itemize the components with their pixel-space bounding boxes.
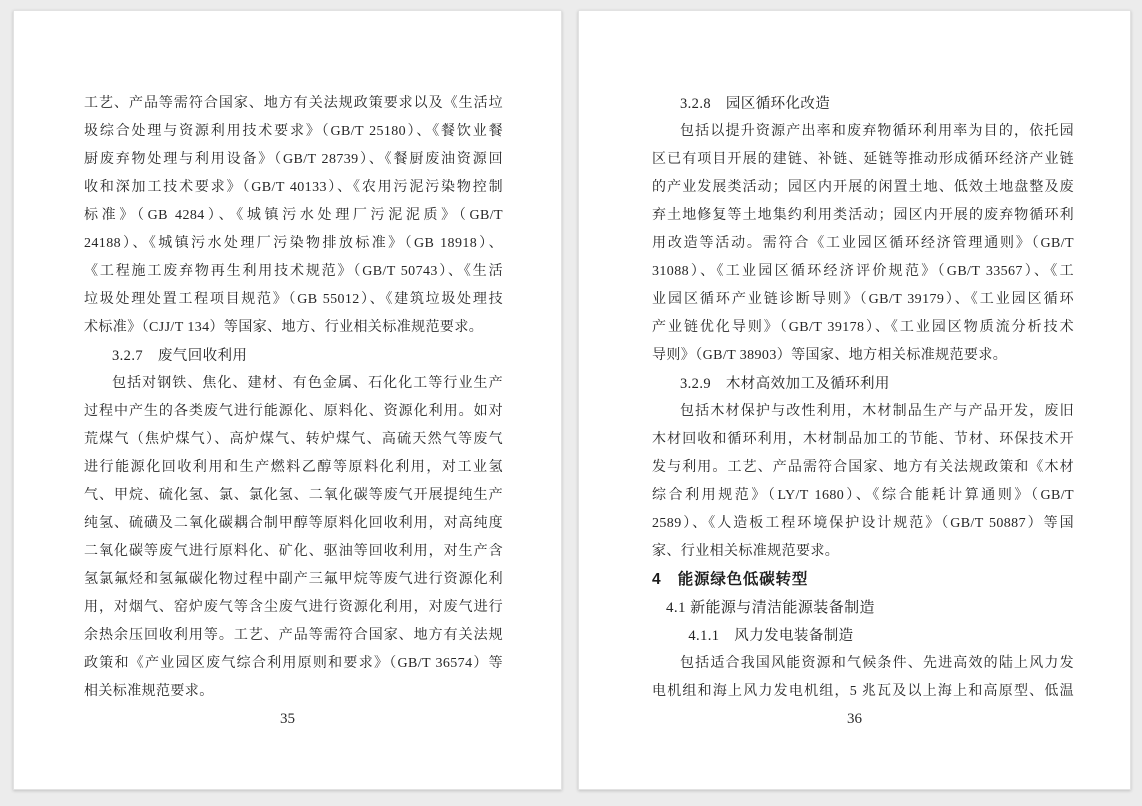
text-line: 家、行业相关标准规范要求。 bbox=[652, 544, 840, 559]
text-line: 术标准》（CJJ/T 134）等国家、地方、行业相关标准规范要求。 bbox=[84, 320, 484, 335]
text-line: 工艺、产品等需符合国家、地方有关法规政策要求以及《生活垃 bbox=[84, 96, 503, 111]
text-line: 包括对钢铁、焦化、建材、有色金属、石化化工等行业生产 bbox=[112, 376, 503, 391]
text-line: 二氧化碳等废气进行原料化、矿化、驱油等回收利用，对生产含 bbox=[84, 544, 503, 559]
heading-line: 4.1 新能源与清洁能源装备制造 bbox=[666, 600, 875, 616]
text-line: 包括以提升资源产出率和废弃物循环利用率为目的，依托园 bbox=[680, 124, 1074, 139]
text-line: 包括适合我国风能资源和气候条件、先进高效的陆上风力发 bbox=[680, 656, 1074, 671]
text-line: 弃土地修复等土地集约利用类活动；园区内开展的废弃物循环利 bbox=[652, 208, 1074, 223]
text-line: 余热余压回收利用等。工艺、产品等需符合国家、地方有关法规 bbox=[84, 628, 503, 643]
text-line: 综合利用规范》（LY/T 1680）、《综合能耗计算通则》（GB/T bbox=[652, 488, 1074, 503]
text-line: 《工程施工废弃物再生利用技术规范》（GB/T 50743）、《生活 bbox=[84, 264, 503, 279]
heading-line: 3.2.8 园区循环化改造 bbox=[680, 96, 831, 112]
text-line: 厨废弃物处理与利用设备》（GB/T 28739）、《餐厨废油资源回 bbox=[84, 152, 503, 167]
page-36-content bbox=[579, 11, 1130, 706]
text-line: 标准》（GB 4284）、《城镇污水处理厂污泥泥质》（GB/T bbox=[84, 208, 503, 223]
text-line: 相关标准规范要求。 bbox=[84, 684, 214, 699]
text-line: 进行能源化回收利用和生产燃料乙醇等原料化利用，对工业氢 bbox=[84, 460, 503, 475]
text-line: 用改造等活动。需符合《工业园区循环经济管理通则》（GB/T bbox=[652, 236, 1074, 251]
heading-line: 3.2.7 废气回收利用 bbox=[112, 348, 248, 364]
text-line: 木材回收和循环利用，木材制品加工的节能、节材、环保技术开 bbox=[652, 432, 1074, 447]
page-number: 36 bbox=[847, 711, 862, 727]
text-line: 收和深加工技术要求》（GB/T 40133）、《农用污泥污染物控制 bbox=[84, 180, 503, 195]
text-line: 气、甲烷、硫化氢、氯、氯化氢、二氧化碳等废气开展提纯生产 bbox=[84, 488, 503, 503]
text-line: 24188）、《城镇污水处理厂污染物排放标准》（GB 18918）、 bbox=[84, 236, 503, 251]
text-line: 用，对烟气、窑炉废气等含尘废气进行资源化利用，对废气进行 bbox=[84, 600, 503, 615]
heading-line: 3.2.9 木材高效加工及循环利用 bbox=[680, 376, 890, 392]
text-line: 荒煤气（焦炉煤气）、高炉煤气、转炉煤气、高硫天然气等废气 bbox=[84, 432, 503, 447]
text-line: 业园区循环产业链诊断导则》（GB/T 39179）、《工业园区循环 bbox=[652, 292, 1074, 307]
heading-line: 4.1.1 风力发电装备制造 bbox=[688, 628, 854, 644]
text-line: 圾综合处理与资源利用技术要求》（GB/T 25180）、《餐饮业餐 bbox=[84, 124, 503, 139]
text-line: 导则》（GB/T 38903）等国家、地方相关标准规范要求。 bbox=[652, 348, 1008, 363]
text-line: 发与利用。工艺、产品需符合国家、地方有关法规政策和《木材 bbox=[652, 460, 1074, 475]
page-35-content bbox=[14, 11, 561, 706]
text-line: 纯氢、硫磺及二氧化碳耦合制甲醇等原料化回收利用，对高纯度 bbox=[84, 516, 503, 531]
page-35 bbox=[13, 10, 562, 790]
text-line: 垃圾处理处置工程项目规范》（GB 55012）、《建筑垃圾处理技 bbox=[84, 292, 503, 307]
text-line: 区已有项目开展的建链、补链、延链等推动形成循环经济产业链 bbox=[652, 152, 1074, 167]
text-line: 产业链优化导则》（GB/T 39178）、《工业园区物质流分析技术 bbox=[652, 320, 1074, 335]
text-line: 电机组和海上风力发电机组，5 兆瓦及以上海上和高原型、低温 bbox=[652, 684, 1074, 699]
text-line: 氢氯氟烃和氢氟碳化物过程中副产三氟甲烷等废气进行资源化利 bbox=[84, 572, 503, 587]
text-line: 31088）、《工业园区循环经济评价规范》（GB/T 33567）、《工 bbox=[652, 264, 1074, 279]
text-line: 包括木材保护与改性利用，木材制品生产与产品开发，废旧 bbox=[680, 404, 1074, 419]
text-line: 政策和《产业园区废气综合利用原则和要求》（GB/T 36574）等 bbox=[84, 656, 503, 671]
text-line: 2589）、《人造板工程环境保护设计规范》（GB/T 50887）等国 bbox=[652, 516, 1074, 531]
page-36 bbox=[578, 10, 1131, 790]
heading-line: 4 能源绿色低碳转型 bbox=[652, 571, 809, 588]
text-line: 的产业发展类活动；园区内开展的闲置土地、低效土地盘整及废 bbox=[652, 180, 1074, 195]
page-number: 35 bbox=[280, 711, 295, 727]
text-line: 过程中产生的各类废气进行能源化、原料化、资源化利用。如对 bbox=[84, 404, 503, 419]
